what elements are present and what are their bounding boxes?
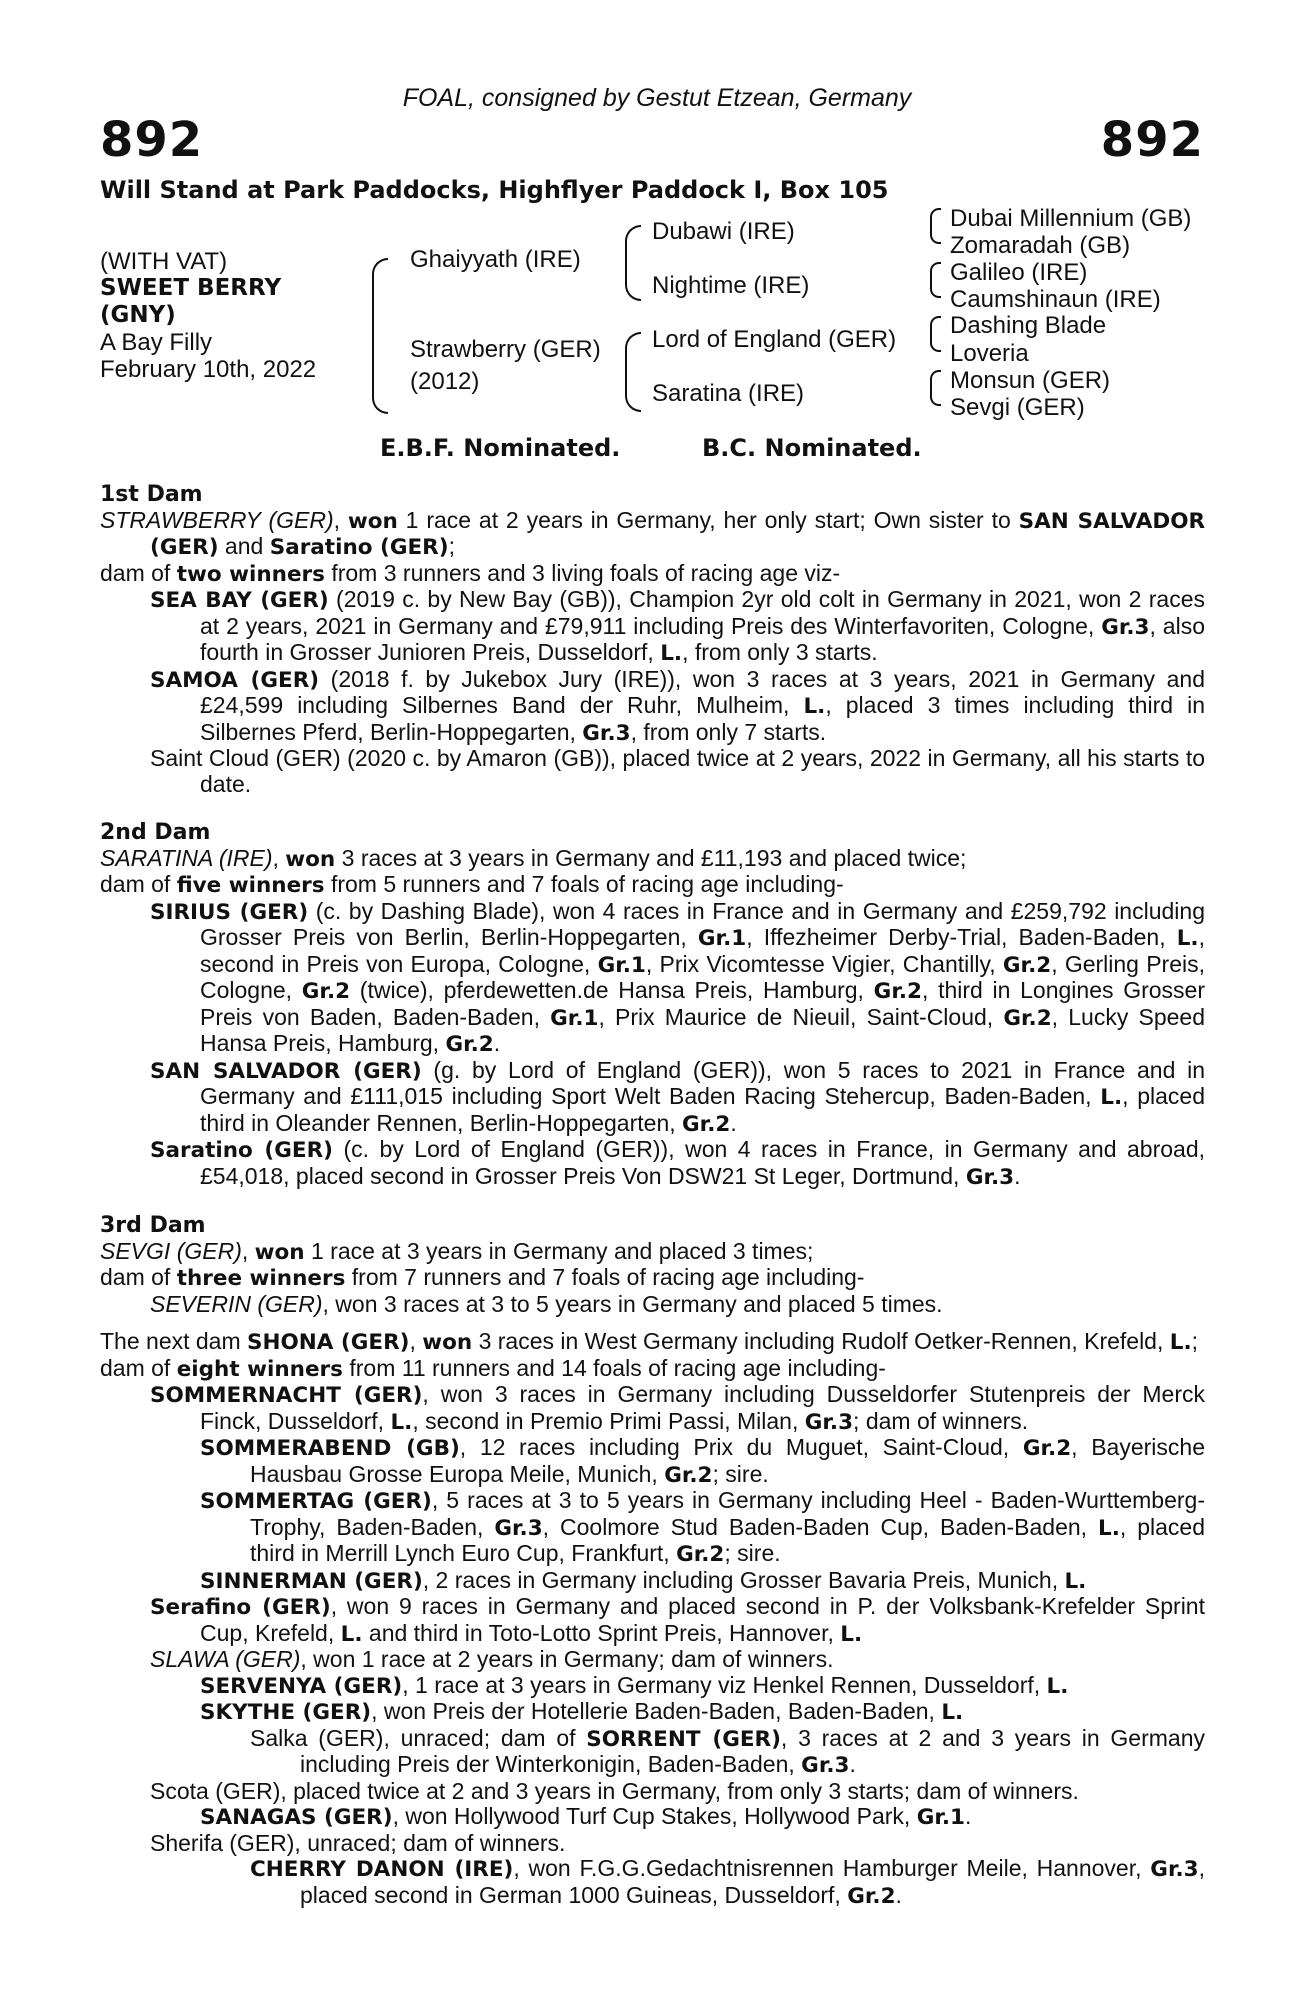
offspring-entry: SOMMERABEND (GB), 12 races including Prix du Muguet, Saint-Cloud, Gr.2, Bayerische Hausbau Grosse Europa Meile, Munich, Gr.2; sire. xyxy=(200,1434,1205,1488)
next-dam-section xyxy=(100,1329,1205,1909)
offspring-entry: SOMMERNACHT (GER), won 3 races in Germany including Dusseldorfer Stutenpreis der Merck Finck, Dusseldorf, L., second in Premio Primi Passi, Milan, Gr.3; dam of winners. xyxy=(150,1381,1205,1435)
pedigree-sdd: Caumshinaun (IRE) xyxy=(950,286,1161,313)
offspring-entry: SLAWA (GER), won 1 race at 2 years in Germany; dam of winners. xyxy=(150,1646,834,1672)
section-heading: 1st Dam xyxy=(100,482,203,507)
pedigree-bracket-gen1 xyxy=(372,258,388,414)
pedigree-sire: Ghaiyyath (IRE) xyxy=(410,246,581,273)
bc-nominated: B.C. Nominated. xyxy=(702,434,922,462)
dam-produce-summary: dam of eight winners from 11 runners and 14 foals of racing age including- xyxy=(100,1354,886,1382)
pedigree-sss: Dubai Millennium (GB) xyxy=(950,205,1192,232)
dam-produce-summary: dam of five winners from 5 runners and 7 foals of racing age including- xyxy=(100,871,844,898)
pedigree-ssd: Zomaradah (GB) xyxy=(950,232,1131,259)
offspring-entry: SERVENYA (GER), 1 race at 3 years in Germany viz Henkel Rennen, Dusseldorf, L. xyxy=(200,1671,1069,1699)
pedigree-bracket-sd xyxy=(930,262,941,298)
first-dam-section xyxy=(100,482,1205,797)
offspring-entry: SKYTHE (GER), won Preis der Hotellerie Baden-Baden, Baden-Baden, L. xyxy=(200,1698,964,1725)
dam-record: STRAWBERRY (GER), won 1 race at 2 years in Germany, her only start; Own sister to SAN SALVADOR (GER) and Saratino (GER); xyxy=(100,506,1206,560)
dam-produce-summary: dam of two winners from 3 runners and 3 living foals of racing age viz- xyxy=(100,559,841,587)
pedigree-bracket-dam xyxy=(625,332,641,412)
lot-number-right: 892 xyxy=(1100,112,1204,168)
second-dam-section xyxy=(100,820,1205,1190)
pedigree-bracket-sire xyxy=(625,225,641,301)
pedigree-dss: Dashing Blade xyxy=(950,312,1107,339)
offspring-entry: Saratino (GER) (c. by Lord of England (GER)), won 4 races in France, in Germany and abroad, £54,018, placed second in Grosser Preis Von DSW21 St Leger, Dortmund, Gr.3. xyxy=(150,1136,1205,1190)
produce-record xyxy=(100,482,1205,1909)
stand-location: Will Stand at Park Paddocks, Highflyer Paddock I, Box 105 xyxy=(100,176,889,204)
section-heading: 2nd Dam xyxy=(100,820,211,845)
foaling-date: February 10th, 2022 xyxy=(100,356,317,383)
lot-number-left: 892 xyxy=(100,112,204,168)
third-dam-section xyxy=(100,1213,1205,1317)
pedigree-dsd: Loveria xyxy=(950,340,1029,367)
section-heading: 3rd Dam xyxy=(100,1213,206,1238)
consignor-line: FOAL, consigned by Gestut Etzean, Germany xyxy=(402,84,912,112)
horse-origin: (GNY) xyxy=(100,302,176,328)
pedigree-bracket-ds xyxy=(930,316,941,352)
offspring-entry: Salka (GER), unraced; dam of SORRENT (GER), 3 races at 2 and 3 years in Germany including Preis der Winterkonigin, Baden-Baden, Gr.3. xyxy=(250,1724,1206,1778)
pedigree-sire-dam: Nightime (IRE) xyxy=(652,272,810,299)
offspring-entry: Saint Cloud (GER) (2020 c. by Amaron (GB)), placed twice at 2 years, 2022 in Germany, all his starts to date. xyxy=(150,745,1205,797)
pedigree-dam-sire: Lord of England (GER) xyxy=(652,326,897,353)
horse-name: SWEET BERRY xyxy=(100,275,282,301)
pedigree-ddd: Sevgi (GER) xyxy=(950,394,1085,421)
pedigree-dam-dam: Saratina (IRE) xyxy=(652,380,805,407)
horse-description: A Bay Filly xyxy=(100,329,213,356)
ebf-nominated: E.B.F. Nominated. xyxy=(380,434,621,462)
offspring-entry: SAMOA (GER) (2018 f. by Jukebox Jury (IRE)), won 3 races at 3 years, 2021 in Germany and £24,599 including Silbernes Band der Ruhr, Mulheim, L., placed 3 times including third in Silbernes Pferd, Berlin-Hoppegarten, Gr.3, from only 7 starts. xyxy=(150,665,1205,746)
vat-note: (WITH VAT) xyxy=(100,248,228,275)
offspring-entry: SEVERIN (GER), won 3 races at 3 to 5 years in Germany and placed 5 times. xyxy=(150,1290,943,1317)
pedigree-dam-year: (2012) xyxy=(410,368,480,395)
offspring-entry: SOMMERTAG (GER), 5 races at 3 to 5 years in Germany including Heel - Baden-Wurttemberg-Trophy, Baden-Baden, Gr.3, Coolmore Stud Baden-Baden Cup, Baden-Baden, L., placed third in Merrill Lynch Euro Cup, Frankfurt, Gr.2; sire. xyxy=(200,1487,1205,1567)
pedigree-sire-sire: Dubawi (IRE) xyxy=(652,218,795,245)
offspring-entry: Scota (GER), placed twice at 2 and 3 years in Germany, from only 3 starts; dam of winners. xyxy=(150,1777,1079,1804)
offspring-entry: SINNERMAN (GER), 2 races in Germany including Grosser Bavaria Preis, Munich, L. xyxy=(200,1566,1087,1594)
dam-record: SEVGI (GER), won 1 race at 3 years in Germany and placed 3 times; xyxy=(100,1237,814,1265)
offspring-entry: Serafino (GER), won 9 races in Germany and placed second in P. der Volksbank-Krefelder Sprint Cup, Krefeld, L. and third in Toto-Lotto Sprint Preis, Hannover, L. xyxy=(150,1593,1205,1647)
pedigree-sds: Galileo (IRE) xyxy=(950,259,1088,286)
offspring-entry: Sherifa (GER), unraced; dam of winners. xyxy=(150,1829,566,1856)
offspring-entry: SAN SALVADOR (GER) (g. by Lord of England (GER)), won 5 races to 2021 in France and in Germany and £111,015 including Sport Welt Baden Racing Stehercup, Baden-Baden, L., placed third in Oleander Rennen, Berlin-Hoppegarten, Gr.2. xyxy=(150,1056,1205,1137)
pedigree-dds: Monsun (GER) xyxy=(950,367,1111,394)
offspring-entry: CHERRY DANON (IRE), won F.G.G.Gedachtnisrennen Hamburger Meile, Hannover, Gr.3, placed second in German 1000 Guineas, Dusseldorf, Gr.2. xyxy=(250,1855,1205,1909)
pedigree-bracket-dd xyxy=(930,370,941,406)
dam-produce-summary: dam of three winners from 7 runners and 7 foals of racing age including- xyxy=(100,1264,865,1291)
dam-record: The next dam SHONA (GER), won 3 races in West Germany including Rudolf Oetker-Rennen, Krefeld, L.; xyxy=(100,1328,1199,1355)
pedigree-bracket-ss xyxy=(930,208,941,244)
dam-record: SARATINA (IRE), won 3 races at 3 years in Germany and £11,193 and placed twice; xyxy=(100,844,967,872)
offspring-entry: SEA BAY (GER) (2019 c. by New Bay (GB)), Champion 2yr old colt in Germany in 2021, won 2 races at 2 years, 2021 in Germany and £79,911 including Preis des Winterfavoriten, Cologne, Gr.3, also fourth in Grosser Junioren Preis, Dusseldorf, L., from only 3 starts. xyxy=(150,586,1206,666)
horse-info xyxy=(100,248,316,383)
offspring-entry: SIRIUS (GER) (c. by Dashing Blade), won 4 races in France and in Germany and £259,792 including Grosser Preis von Berlin, Berlin-Hoppegarten, Gr.1, Iffezheimer Derby-Trial, Baden-Baden, L., second in Preis von Europa, Cologne, Gr.1, Prix Vicomtesse Vigier, Chantilly, Gr.2, Gerling Preis, Cologne, Gr.2 (twice), pferdewetten.de Hansa Preis, Hamburg, Gr.2, third in Longines Grosser Preis von Baden, Baden-Baden, Gr.1, Prix Maurice de Nieuil, Saint-Cloud, Gr.2, Lucky Speed Hansa Preis, Hamburg, Gr.2. xyxy=(150,897,1205,1057)
offspring-entry: SANAGAS (GER), won Hollywood Turf Cup Stakes, Hollywood Park, Gr.1. xyxy=(200,1803,972,1830)
pedigree-dam: Strawberry (GER) xyxy=(410,336,601,363)
